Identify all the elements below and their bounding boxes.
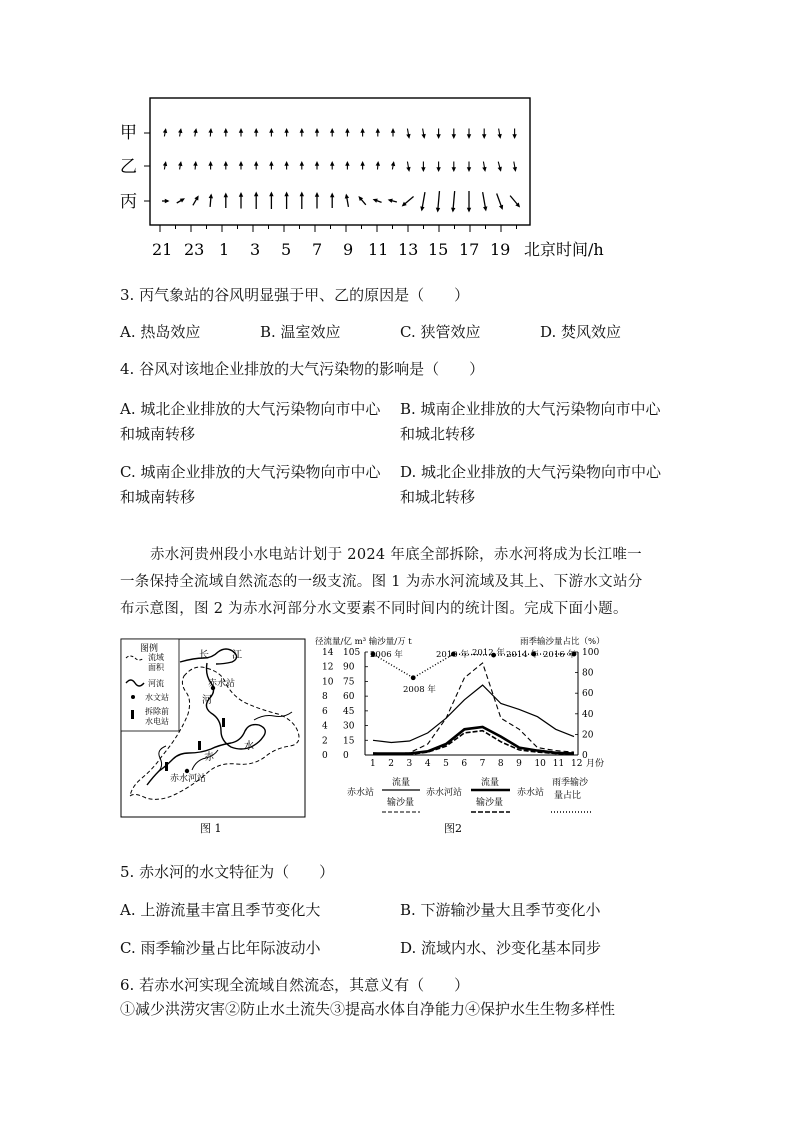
wind-arrow xyxy=(406,162,410,172)
month-tick-label: 3 xyxy=(406,759,413,769)
fig2-series xyxy=(373,663,574,754)
wind-arrow xyxy=(345,161,349,170)
wind-x-axis-label: 北京时间/h xyxy=(524,240,604,259)
x-tick-label: 15 xyxy=(428,240,449,259)
passage-line-2: 一条保持全流域自然流态的一级支流。图 1 为赤水河流域及其上、下游水文站分 xyxy=(120,574,643,590)
legend-station-label: 水文站 xyxy=(145,693,169,702)
wind-arrow xyxy=(177,198,185,203)
q3-option-d[interactable]: D. 焚风效应 xyxy=(540,323,622,341)
left-tick-label-b: 90 xyxy=(343,662,355,673)
station-marker-chishuihe xyxy=(185,769,189,773)
left-axis-label: 径流量/亿 m³ 输沙量/万 t xyxy=(315,637,412,647)
wind-arrow xyxy=(330,161,334,170)
wind-arrow xyxy=(391,161,395,169)
wind-arrow xyxy=(452,129,456,140)
figure-2-caption: 图2 xyxy=(444,822,462,835)
wind-chart-ticks xyxy=(144,133,517,232)
wind-arrow xyxy=(402,197,414,207)
left-tick-label: 0 xyxy=(322,751,328,761)
left-tick-label: 10 xyxy=(322,677,334,688)
wind-arrow xyxy=(482,162,486,172)
wind-arrow xyxy=(209,194,213,207)
wind-arrow xyxy=(330,128,334,137)
passage-line-1: 赤水河贵州段小水电站计划于 2024 年底全部拆除，赤水河将成为长江唯一 xyxy=(150,547,642,563)
month-tick-label: 9 xyxy=(516,759,522,769)
left-tick-label-b: 45 xyxy=(343,706,355,717)
wind-arrow xyxy=(360,161,364,170)
wind-x-tick-labels xyxy=(152,240,510,259)
row-label-yi: 乙 xyxy=(120,157,137,177)
month-tick-label: 6 xyxy=(461,759,468,769)
legend-dam-label-2: 水电站 xyxy=(145,717,169,726)
map-label-chang: 长 xyxy=(199,650,209,661)
month-tick-label: 7 xyxy=(479,759,486,769)
wind-arrow xyxy=(300,192,304,210)
legend-s2-station: 赤水河站 xyxy=(426,788,463,798)
ratio-point xyxy=(411,675,416,680)
month-tick-label: 1 xyxy=(370,759,376,769)
wind-arrow xyxy=(420,192,425,211)
wind-arrow xyxy=(436,129,440,140)
wind-arrow xyxy=(467,162,471,173)
q5-option-d[interactable]: D. 流域内水、沙变化基本同步 xyxy=(400,939,602,957)
wind-arrows xyxy=(162,128,520,213)
x-tick-label: 11 xyxy=(368,240,389,259)
x-tick-label: 19 xyxy=(490,240,511,259)
row-label-jia: 甲 xyxy=(120,123,137,143)
month-tick-label: 4 xyxy=(424,759,431,769)
left-tick-label: 8 xyxy=(322,692,328,703)
year-label-2008: 2008 年 xyxy=(403,685,436,695)
wind-arrow-chart xyxy=(110,90,640,270)
left-tick-label-b: 105 xyxy=(343,648,361,658)
right-tick-label: 60 xyxy=(582,689,594,700)
wind-arrow xyxy=(163,161,167,169)
wind-arrow xyxy=(254,192,258,210)
wind-arrow xyxy=(436,191,440,212)
series-line-2 xyxy=(373,663,574,754)
right-tick-label: 0 xyxy=(582,751,588,761)
wind-arrow xyxy=(178,128,182,136)
wind-arrow xyxy=(406,129,410,139)
wind-arrow xyxy=(315,192,319,209)
wind-arrow xyxy=(300,128,304,137)
right-tick-label: 80 xyxy=(582,668,594,679)
wind-arrow xyxy=(162,199,170,203)
q3-stem: 3. 丙气象站的谷风明显强于甲、乙的原因是（ ） xyxy=(120,286,470,304)
wind-arrow xyxy=(239,192,243,209)
wind-arrow xyxy=(391,128,395,137)
wind-arrow xyxy=(208,161,212,170)
legend-s3-bottom: 量占比 xyxy=(554,791,582,801)
left-tick-label: 14 xyxy=(322,648,334,658)
legend-river-label: 河流 xyxy=(148,679,164,688)
x-tick-label: 1 xyxy=(219,240,230,259)
wind-arrow xyxy=(388,199,397,203)
wind-arrow xyxy=(376,161,380,169)
wind-arrow xyxy=(163,128,167,136)
left-tick-label: 2 xyxy=(322,736,328,747)
wind-arrow xyxy=(451,191,455,212)
left-tick-label-b: 0 xyxy=(343,751,349,761)
month-tick-label: 2 xyxy=(388,759,395,769)
month-tick-label: 11 xyxy=(552,759,565,769)
wind-arrow xyxy=(239,161,243,170)
q3-option-c[interactable]: C. 狭管效应 xyxy=(400,323,481,341)
left-tick-label-b: 30 xyxy=(343,721,355,732)
wind-arrow xyxy=(482,129,486,140)
q4-option-a[interactable]: A. 城北企业排放的大气污染物向市中心 xyxy=(120,400,381,418)
wind-arrow xyxy=(315,161,319,170)
x-tick-label: 9 xyxy=(343,240,354,259)
series-line-3 xyxy=(373,727,574,754)
dam-marker xyxy=(165,762,168,771)
fig2-legend xyxy=(347,776,592,812)
legend-dam-label-1: 拆除前 xyxy=(145,707,169,716)
year-label-2016: 2016 年 xyxy=(543,650,576,660)
legend-basin-label-1: 流域 xyxy=(148,653,164,662)
map-label-shui: 水 xyxy=(244,741,254,752)
wind-arrow xyxy=(436,162,440,173)
wind-arrow xyxy=(193,195,199,205)
x-tick-label: 23 xyxy=(184,240,205,259)
wind-arrow xyxy=(315,128,319,137)
wind-arrow xyxy=(513,162,517,172)
dam-marker xyxy=(198,741,201,750)
legend-s3-top: 雨季输沙 xyxy=(552,778,589,788)
q5-option-a[interactable]: A. 上游流量丰富且季节变化大 xyxy=(120,901,321,919)
wind-arrow xyxy=(269,161,273,170)
map-legend-title: 图例 xyxy=(140,644,159,654)
wind-arrow xyxy=(178,161,182,169)
q4-option-c[interactable]: C. 城南企业排放的大气污染物向市中心 xyxy=(120,463,381,481)
wind-arrow xyxy=(284,192,288,210)
legend-s1-bottom: 输沙量 xyxy=(387,798,415,808)
wind-arrow xyxy=(193,128,197,136)
map-label-chi: 赤 xyxy=(204,752,214,763)
wind-arrow xyxy=(467,191,471,213)
wind-arrow xyxy=(269,192,273,210)
legend-s2-bottom: 输沙量 xyxy=(476,798,504,808)
wind-arrow xyxy=(345,194,349,207)
x-tick-label: 21 xyxy=(152,240,173,259)
figure-1-map xyxy=(118,635,318,835)
left-tick-label: 6 xyxy=(322,706,328,717)
year-label-2006: 2006 年 xyxy=(370,650,403,660)
legend-basin-label-2: 面积 xyxy=(148,663,164,672)
month-tick-label: 5 xyxy=(443,759,449,769)
figure-1-caption: 图 1 xyxy=(200,822,222,835)
right-axis-label: 雨季输沙量占比（%） xyxy=(520,637,605,647)
year-label-2014: 2014 年 xyxy=(506,650,539,660)
q4-option-c-cont: 和城南转移 xyxy=(120,488,196,506)
month-tick-label: 10 xyxy=(534,759,546,769)
wind-arrow xyxy=(330,193,334,209)
x-tick-label: 5 xyxy=(281,240,292,259)
q4-option-b-cont: 和城北转移 xyxy=(400,425,476,443)
q5-stem: 5. 赤水河的水文特征为（ ） xyxy=(120,863,335,881)
wind-arrow xyxy=(467,129,471,140)
legend-s2-top: 流量 xyxy=(481,778,500,788)
wind-arrow xyxy=(358,196,365,205)
legend-station-symbol xyxy=(131,695,135,699)
wind-arrow xyxy=(421,162,425,173)
legend-s1-top: 流量 xyxy=(392,778,411,788)
right-tick-label: 100 xyxy=(582,648,600,658)
q3-option-a[interactable]: A. 热岛效应 xyxy=(120,323,201,341)
wind-arrow xyxy=(193,161,197,169)
q5-option-c[interactable]: C. 雨季输沙量占比年际波动小 xyxy=(120,939,321,957)
month-tick-label: 12 xyxy=(571,759,583,769)
q6-stem: 6. 若赤水河实现全流域自然流态，其意义有（ ） xyxy=(120,976,470,994)
wind-arrow xyxy=(269,128,273,137)
passage-line-3: 布示意图，图 2 为赤水河部分水文要素不同时间内的统计图。完成下面小题。 xyxy=(120,601,628,617)
wind-arrow xyxy=(498,162,502,172)
map-label-jiang: 江 xyxy=(232,650,242,661)
wind-arrow xyxy=(510,196,520,208)
wind-arrow xyxy=(208,128,212,136)
wind-arrow xyxy=(254,128,258,137)
x-tick-label: 13 xyxy=(398,240,419,259)
year-label-2010: 2010 年 xyxy=(436,650,469,660)
map-label-he: 河 xyxy=(202,695,212,706)
wind-arrow xyxy=(497,193,503,209)
x-tick-label: 3 xyxy=(250,240,261,259)
month-tick-label: 8 xyxy=(497,759,504,769)
x-tick-label: 7 xyxy=(312,240,323,259)
right-tick-label: 20 xyxy=(582,730,594,741)
wind-arrow xyxy=(483,192,488,211)
wind-arrow xyxy=(239,128,243,137)
wind-arrow xyxy=(284,128,288,137)
q4-option-a-cont: 和城南转移 xyxy=(120,425,196,443)
q4-option-d-cont: 和城北转移 xyxy=(400,488,476,506)
q4-option-b[interactable]: B. 城南企业排放的大气污染物向市中心 xyxy=(400,400,661,418)
figure-2-chart xyxy=(310,630,610,835)
q6-items: ①减少洪涝灾害②防止水土流失③提高水体自净能力④保护水生生物多样性 xyxy=(120,1000,616,1018)
left-tick-label-b: 15 xyxy=(343,736,355,747)
wind-arrow xyxy=(224,128,228,137)
year-label-2012: 2012 年 xyxy=(472,648,505,658)
wind-arrow xyxy=(421,129,425,139)
month-axis-label: 月份 xyxy=(586,759,605,769)
wind-arrow xyxy=(284,161,288,170)
q5-option-b[interactable]: B. 下游输沙量大且季节变化小 xyxy=(400,901,601,919)
wind-arrow xyxy=(254,161,258,170)
right-tick-label: 40 xyxy=(582,709,594,720)
wind-arrow xyxy=(300,161,304,170)
left-tick-label-b: 60 xyxy=(343,692,355,703)
wind-arrow xyxy=(373,199,382,203)
wind-arrow xyxy=(497,129,501,139)
dam-marker xyxy=(222,718,225,727)
wind-arrow xyxy=(452,162,456,173)
legend-dam-symbol xyxy=(131,710,134,719)
q3-option-b[interactable]: B. 温室效应 xyxy=(260,323,341,341)
wind-arrow xyxy=(360,128,364,137)
station-label-chishui: 赤水站 xyxy=(208,679,236,689)
wind-arrow xyxy=(224,193,228,209)
wind-arrow xyxy=(512,129,516,140)
wind-chart-frame xyxy=(150,98,530,225)
row-label-bing: 丙 xyxy=(120,192,137,212)
left-tick-label: 12 xyxy=(322,662,334,673)
station-label-chishuihe: 赤水河站 xyxy=(170,774,207,784)
q4-option-d[interactable]: D. 城北企业排放的大气污染物向市中心 xyxy=(400,463,662,481)
wind-arrow xyxy=(224,161,228,170)
legend-s1-station: 赤水站 xyxy=(347,788,375,798)
wind-arrow xyxy=(345,128,349,137)
left-tick-label: 4 xyxy=(322,721,328,732)
q4-stem: 4. 谷风对该地企业排放的大气污染物的影响是（ ） xyxy=(120,360,485,378)
x-tick-label: 17 xyxy=(459,240,480,259)
wind-arrow xyxy=(376,128,380,137)
left-tick-label-b: 75 xyxy=(343,677,355,688)
legend-s3-station: 赤水站 xyxy=(517,788,545,798)
